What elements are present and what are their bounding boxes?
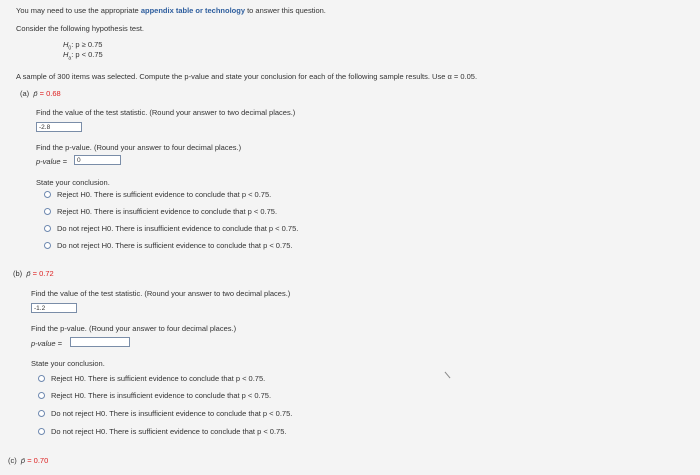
- radio-button[interactable]: [44, 191, 51, 198]
- part-a-test-statistic-input[interactable]: -2.8: [36, 122, 82, 132]
- null-hypothesis: $H_0$: p ≥ 0.75: [63, 40, 103, 52]
- part-b-option-4[interactable]: Do not reject H0. There is sufficient evidence to conclude that p < 0.75.: [38, 427, 287, 436]
- part-b-p-prompt: Find the p-value. (Round your answer to four decimal places.): [31, 324, 237, 333]
- part-a-phat: = 0.68: [39, 89, 61, 98]
- part-a-conclusion-prompt: State your conclusion.: [36, 178, 110, 187]
- radio-button[interactable]: [38, 428, 45, 435]
- radio-button[interactable]: [44, 208, 51, 215]
- part-b-p-label: p-value =: [31, 339, 63, 348]
- part-a-option-4[interactable]: Do not reject H0. There is sufficient evidence to conclude that p < 0.75.: [44, 241, 293, 250]
- part-b-conclusion-prompt: State your conclusion.: [31, 359, 105, 368]
- part-a-option-1[interactable]: Reject H0. There is sufficient evidence to conclude that p < 0.75.: [44, 190, 271, 199]
- part-a-header: (a) p̄ = 0.68: [20, 89, 61, 98]
- radio-button[interactable]: [38, 375, 45, 382]
- appendix-link[interactable]: appendix table or technology: [140, 6, 245, 15]
- consider-text: Consider the following hypothesis test.: [16, 24, 144, 33]
- part-b-test-statistic-input[interactable]: -1.2: [31, 303, 77, 313]
- part-b-phat: = 0.72: [32, 269, 54, 278]
- part-a-p-value-input[interactable]: 0: [74, 155, 121, 165]
- part-b-option-3[interactable]: Do not reject H0. There is insufficient evidence to conclude that p < 0.75.: [38, 409, 292, 418]
- sample-description: A sample of 300 items was selected. Compute the p-value and state your conclusion for each of the following sample results. Use α = 0.05.: [16, 72, 478, 81]
- radio-button[interactable]: [44, 242, 51, 249]
- part-b-option-2[interactable]: Reject H0. There is insufficient evidence to conclude that p < 0.75.: [38, 391, 271, 400]
- radio-button[interactable]: [44, 225, 51, 232]
- part-a-option-2[interactable]: Reject H0. There is insufficient evidence to conclude that p < 0.75.: [44, 207, 277, 216]
- radio-button[interactable]: [38, 392, 45, 399]
- part-c-phat: = 0.70: [27, 456, 49, 465]
- instructions-line: You may need to use the appropriate appendix table or technology to answer this question.: [16, 6, 326, 15]
- part-c-header: (c) p̄ = 0.70: [8, 456, 49, 465]
- part-a-option-3[interactable]: Do not reject H0. There is insufficient evidence to conclude that p < 0.75.: [44, 224, 298, 233]
- radio-button[interactable]: [38, 410, 45, 417]
- part-b-stat-prompt: Find the value of the test statistic. (Round your answer to two decimal places.): [31, 289, 291, 298]
- part-b-header: (b) p̄ = 0.72: [13, 269, 54, 278]
- part-a-p-prompt: Find the p-value. (Round your answer to four decimal places.): [36, 143, 242, 152]
- part-b-option-1[interactable]: Reject H0. There is sufficient evidence to conclude that p < 0.75.: [38, 374, 265, 383]
- part-a-stat-prompt: Find the value of the test statistic. (Round your answer to two decimal places.): [36, 108, 296, 117]
- alt-hypothesis: $H_a$: p < 0.75: [63, 50, 103, 62]
- part-a-p-label: p-value =: [36, 157, 68, 166]
- cursor-icon: [445, 372, 451, 379]
- part-b-p-value-input[interactable]: [70, 337, 130, 347]
